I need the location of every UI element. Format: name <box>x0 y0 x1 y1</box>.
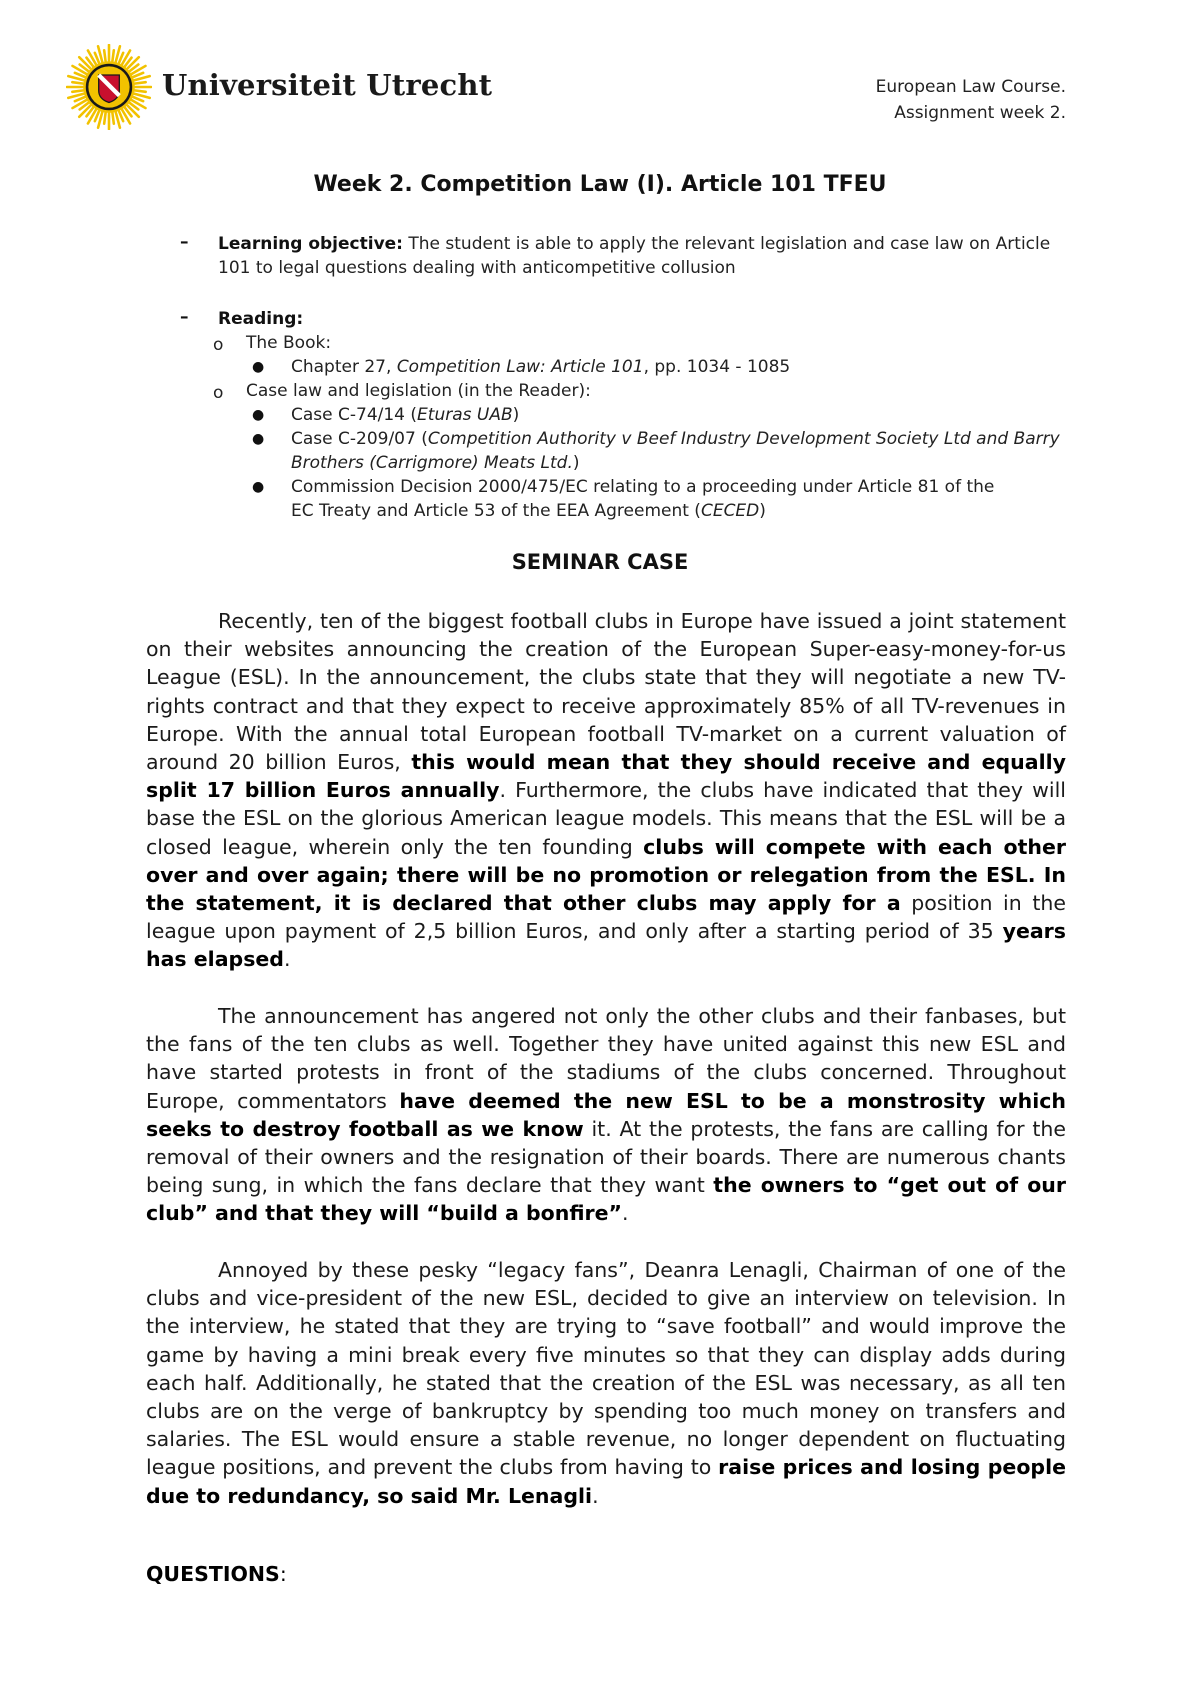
reading-label: Reading: <box>218 309 304 329</box>
document-title: Week 2. Competition Law (I). Article 101 TFEU <box>313 172 887 197</box>
case-paragraph-1: Recently, ten of the biggest football clubs in Europe have issued a joint statement on their websites announcing the creation of the European Super-easy-money-for-us League (ESL). In the announcement, the clubs state that they will negotiate a new TV-rights contract and that they expect to receive approximately 85% of all TV-revenues in Europe. With the annual total European football TV-market on a current valuation of around 20 billion Euros, this would mean that they should receive and equally split 17 billion Euros annually. Furthermore, the clubs have indicated that they will base the ESL on the glorious American league models. This means that the ESL will be a closed league, wherein only the ten founding clubs will compete with each other over and over again; there will be no promotion or relegation from the ESL. In the statement, it is declared that other clubs may apply for a position in the league upon payment of 2,5 billion Euros, and only after a starting period of 35 years has elapsed. <box>146 609 1067 972</box>
dash-bullet: – <box>180 232 189 252</box>
bullet-icon: ● <box>252 359 265 375</box>
learning-objective: Learning objective: The student is able to apply the relevant legislation and case law on Article 101 to legal questions dealing with anticompetitive collusion <box>218 234 1051 278</box>
course-info <box>876 74 1066 126</box>
university-name: Universiteit Utrecht <box>162 68 493 102</box>
caselaw-label: Case law and legislation (in the Reader): <box>246 381 591 401</box>
reading-item-case3: Commission Decision 2000/475/EC relating to a proceeding under Article 81 of the EC Treaty and Article 53 of the EEA Agreement (CECED) <box>291 477 995 521</box>
circle-bullet-icon: o <box>213 335 224 355</box>
assignment-line: Assignment week 2. <box>894 103 1066 123</box>
learning-objective-label: Learning objective: <box>218 234 403 254</box>
bullet-icon: ● <box>252 431 265 447</box>
reading-item-case1: Case C-74/14 (Eturas UAB) <box>291 405 520 425</box>
bullet-icon: ● <box>252 479 265 495</box>
circle-bullet-icon: o <box>213 383 224 403</box>
case-paragraph-3: Annoyed by these pesky “legacy fans”, Deanra Lenagli, Chairman of one of the clubs and vice-president of the new ESL, decided to give an interview on television. In the interview, he stated that they are trying to “save football” and would improve the game by having a mini break every five minutes so that they can display adds during each half. Additionally, he stated that the creation of the ESL was necessary, as all ten clubs are on the verge of bankruptcy by spending too much money on transfers and salaries. The ESL would ensure a stable revenue, no longer dependent on fluctuating league positions, and prevent the clubs from having to raise prices and losing people due to redundancy, so said Mr. Lenagli. <box>146 1258 1067 1508</box>
course-line: European Law Course. <box>875 77 1066 97</box>
university-seal-logo-icon <box>66 44 152 130</box>
reading-item-book: Chapter 27, Competition Law: Article 101, pp. 1034 - 1085 <box>291 357 791 377</box>
seminar-case-heading: SEMINAR CASE <box>511 550 689 574</box>
bullet-icon: ● <box>252 407 265 423</box>
case-paragraph-2: The announcement has angered not only the other clubs and their fanbases, but the fans of the ten clubs as well. Together they have united against this new ESL and have started protests in front of the stadiums of the clubs concerned. Throughout Europe, commentators have deemed the new ESL to be a monstrosity which seeks to destroy football as we know it. At the protests, the fans are calling for the removal of their owners and the resignation of their boards. There are numerous chants being sung, in which the fans declare that they want the owners to “get out of our club” and that they will “build a bonfire”. <box>146 1004 1067 1226</box>
book-label: The Book: <box>246 333 332 353</box>
dash-bullet: – <box>180 307 189 327</box>
questions-heading: QUESTIONS: <box>146 1562 287 1586</box>
reading-item-case2: Case C-209/07 (Competition Authority v Beef Industry Development Society Ltd and Barry Brothers (Carrigmore) Meats Ltd.) <box>291 429 1060 473</box>
